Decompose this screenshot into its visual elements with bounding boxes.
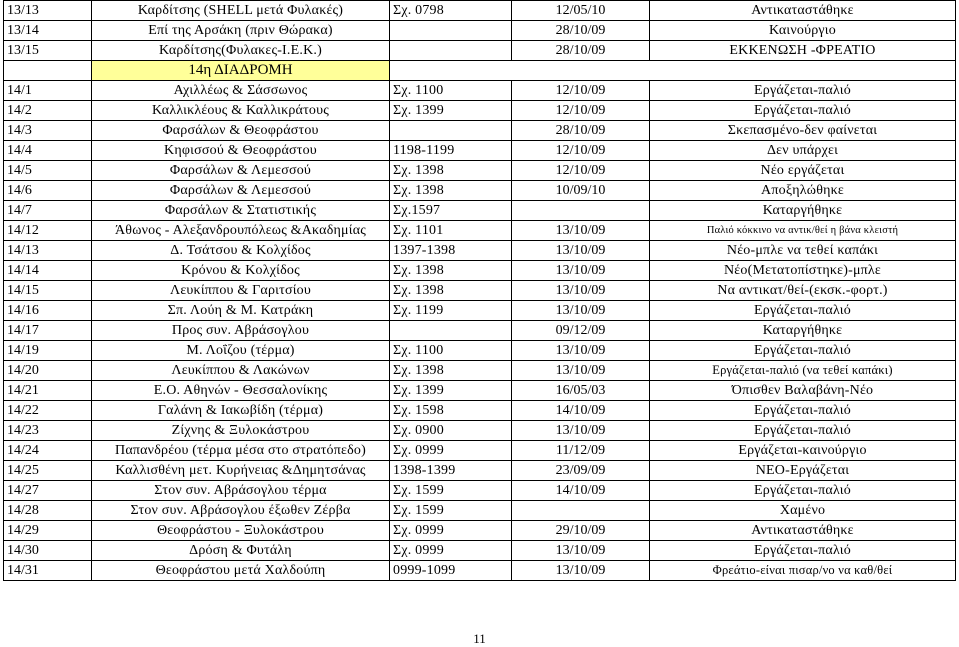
cell-ref: Σχ. 0798 xyxy=(390,1,512,21)
cell-status: Όπισθεν Βαλαβάνη-Νέο xyxy=(650,381,956,401)
cell-status: Παλιό κόκκινο να αντικ/θεί η βάνα κλειστή xyxy=(650,221,956,241)
cell-location: Θεοφράστου - Ξυλοκάστρου xyxy=(92,521,390,541)
section-header xyxy=(4,61,956,81)
cell-status: Καταργήθηκε xyxy=(650,321,956,341)
cell-location: Φαρσάλων & Θεοφράστου xyxy=(92,121,390,141)
cell-location: Φαρσάλων & Λεμεσσού xyxy=(92,161,390,181)
cell-ref xyxy=(390,121,512,141)
cell-code: 14/28 xyxy=(4,501,92,521)
cell-code: 14/30 xyxy=(4,541,92,561)
section-title: 14η ΔΙΑΔΡΟΜΗ xyxy=(92,61,390,81)
cell-ref: Σχ. 1199 xyxy=(390,301,512,321)
cell-date: 14/10/09 xyxy=(512,481,650,501)
cell-ref: Σχ. 1398 xyxy=(390,161,512,181)
cell-ref: Σχ. 1398 xyxy=(390,181,512,201)
cell-date: 10/09/10 xyxy=(512,181,650,201)
table-row xyxy=(4,461,956,481)
cell-code: 14/20 xyxy=(4,361,92,381)
cell-status: Φρεάτιο-είναι πισαρ/νο να καθ/θεί xyxy=(650,561,956,581)
section-spacer xyxy=(4,61,92,81)
table-row xyxy=(4,161,956,181)
cell-ref: 1398-1399 xyxy=(390,461,512,481)
cell-date: 16/05/03 xyxy=(512,381,650,401)
section-row xyxy=(4,61,956,81)
table-row xyxy=(4,521,956,541)
cell-status: Εργάζεται-καινούργιο xyxy=(650,441,956,461)
cell-ref: Σχ. 1598 xyxy=(390,401,512,421)
cell-date: 28/10/09 xyxy=(512,121,650,141)
table-row xyxy=(4,1,956,21)
cell-status: Εργάζεται-παλιό xyxy=(650,401,956,421)
cell-code: 14/24 xyxy=(4,441,92,461)
table-row xyxy=(4,181,956,201)
cell-status: Χαμένο xyxy=(650,501,956,521)
cell-date: 09/12/09 xyxy=(512,321,650,341)
table-row xyxy=(4,281,956,301)
cell-status: Αποξηλώθηκε xyxy=(650,181,956,201)
cell-code: 14/1 xyxy=(4,81,92,101)
cell-location: Μ. Λοΐζου (τέρμα) xyxy=(92,341,390,361)
data-sheet xyxy=(3,0,955,581)
cell-code: 14/21 xyxy=(4,381,92,401)
cell-date: 29/10/09 xyxy=(512,521,650,541)
cell-code: 14/25 xyxy=(4,461,92,481)
cell-ref: Σχ. 0999 xyxy=(390,441,512,461)
cell-ref: Σχ. 0999 xyxy=(390,541,512,561)
table-body-main xyxy=(4,81,956,581)
cell-status: Εργάζεται-παλιό xyxy=(650,301,956,321)
cell-code: 14/16 xyxy=(4,301,92,321)
table-row xyxy=(4,481,956,501)
table-row xyxy=(4,101,956,121)
cell-code: 14/23 xyxy=(4,421,92,441)
table-row xyxy=(4,501,956,521)
table-row xyxy=(4,41,956,61)
cell-location: Επί της Αρσάκη (πριν Θώρακα) xyxy=(92,21,390,41)
cell-status: Αντικαταστάθηκε xyxy=(650,1,956,21)
cell-date: 13/10/09 xyxy=(512,301,650,321)
cell-code: 14/19 xyxy=(4,341,92,361)
cell-date: 28/10/09 xyxy=(512,21,650,41)
table-row xyxy=(4,381,956,401)
cell-ref xyxy=(390,41,512,61)
cell-code: 14/5 xyxy=(4,161,92,181)
section-filler xyxy=(390,61,956,81)
cell-location: Άθωνος - Αλεξανδρουπόλεως &Ακαδημίας xyxy=(92,221,390,241)
cell-location: Λευκίππου & Λακώνων xyxy=(92,361,390,381)
table-row xyxy=(4,341,956,361)
cell-status: Εργάζεται-παλιό xyxy=(650,481,956,501)
cell-ref: Σχ. 1398 xyxy=(390,261,512,281)
table-row xyxy=(4,221,956,241)
cell-code: 14/14 xyxy=(4,261,92,281)
cell-code: 14/2 xyxy=(4,101,92,121)
cell-location: Θεοφράστου μετά Χαλδούπη xyxy=(92,561,390,581)
cell-location: Σπ. Λούη & Μ. Κατράκη xyxy=(92,301,390,321)
cell-status: Εργάζεται-παλιό (να τεθεί καπάκι) xyxy=(650,361,956,381)
cell-code: 13/13 xyxy=(4,1,92,21)
cell-location: Στον συν. Αβράσογλου τέρμα xyxy=(92,481,390,501)
cell-date: 12/10/09 xyxy=(512,141,650,161)
hydrant-table xyxy=(3,0,956,581)
cell-status: Εργάζεται-παλιό xyxy=(650,341,956,361)
cell-ref: 1198-1199 xyxy=(390,141,512,161)
cell-code: 14/29 xyxy=(4,521,92,541)
cell-date xyxy=(512,501,650,521)
cell-location: Κρόνου & Κολχίδος xyxy=(92,261,390,281)
cell-code: 13/14 xyxy=(4,21,92,41)
table-body-top xyxy=(4,1,956,61)
cell-date: 12/10/09 xyxy=(512,161,650,181)
table-row xyxy=(4,241,956,261)
cell-ref: Σχ. 1101 xyxy=(390,221,512,241)
cell-ref: Σχ. 0900 xyxy=(390,421,512,441)
cell-location: Κηφισσού & Θεοφράστου xyxy=(92,141,390,161)
cell-status: Εργάζεται-παλιό xyxy=(650,421,956,441)
table-row xyxy=(4,261,956,281)
cell-date: 12/05/10 xyxy=(512,1,650,21)
cell-date: 13/10/09 xyxy=(512,541,650,561)
cell-date: 13/10/09 xyxy=(512,361,650,381)
table-row xyxy=(4,301,956,321)
table-row xyxy=(4,541,956,561)
cell-location: Λευκίππου & Γαριτσίου xyxy=(92,281,390,301)
cell-status: ΕΚΚΕΝΩΣΗ -ΦΡΕΑΤΙΟ xyxy=(650,41,956,61)
cell-location: Φαρσάλων & Στατιστικής xyxy=(92,201,390,221)
cell-location: Δρόση & Φυτάλη xyxy=(92,541,390,561)
cell-location: Φαρσάλων & Λεμεσσού xyxy=(92,181,390,201)
cell-code: 14/3 xyxy=(4,121,92,141)
page-number: 11 xyxy=(473,631,486,646)
cell-location: Καρδίτσης(Φυλακες-Ι.Ε.Κ.) xyxy=(92,41,390,61)
table-row xyxy=(4,21,956,41)
cell-date: 23/09/09 xyxy=(512,461,650,481)
cell-date: 13/10/09 xyxy=(512,261,650,281)
cell-date: 13/10/09 xyxy=(512,341,650,361)
cell-location: Προς συν. Αβράσογλου xyxy=(92,321,390,341)
cell-status: Σκεπασμένο-δεν φαίνεται xyxy=(650,121,956,141)
cell-location: Γαλάνη & Ιακωβίδη (τέρμα) xyxy=(92,401,390,421)
table-row xyxy=(4,401,956,421)
cell-status: Εργάζεται-παλιό xyxy=(650,541,956,561)
cell-code: 14/31 xyxy=(4,561,92,581)
cell-code: 14/17 xyxy=(4,321,92,341)
cell-date: 12/10/09 xyxy=(512,81,650,101)
cell-ref xyxy=(390,21,512,41)
cell-ref: Σχ. 1399 xyxy=(390,381,512,401)
cell-code: 14/12 xyxy=(4,221,92,241)
cell-ref: Σχ. 1599 xyxy=(390,481,512,501)
table-row xyxy=(4,321,956,341)
table-row xyxy=(4,81,956,101)
cell-date: 28/10/09 xyxy=(512,41,650,61)
cell-ref: Σχ. 1100 xyxy=(390,341,512,361)
cell-status: ΝΕΟ-Εργάζεται xyxy=(650,461,956,481)
cell-ref: Σχ. 1398 xyxy=(390,361,512,381)
table-row xyxy=(4,441,956,461)
table-row xyxy=(4,141,956,161)
cell-code: 14/6 xyxy=(4,181,92,201)
cell-ref: Σχ. 1399 xyxy=(390,101,512,121)
cell-date xyxy=(512,201,650,221)
cell-ref: Σχ. 1100 xyxy=(390,81,512,101)
table-row xyxy=(4,361,956,381)
cell-location: Παπανδρέου (τέρμα μέσα στο στρατόπεδο) xyxy=(92,441,390,461)
cell-location: Αχιλλέως & Σάσσωνος xyxy=(92,81,390,101)
cell-date: 12/10/09 xyxy=(512,101,650,121)
cell-location: Ζίχνης & Ξυλοκάστρου xyxy=(92,421,390,441)
cell-ref: Σχ. 1599 xyxy=(390,501,512,521)
cell-status: Να αντικατ/θεί-(εκσκ.-φορτ.) xyxy=(650,281,956,301)
cell-status: Νέο(Μετατοπίστηκε)-μπλε xyxy=(650,261,956,281)
cell-code: 14/15 xyxy=(4,281,92,301)
cell-status: Καινούργιο xyxy=(650,21,956,41)
cell-location: Καλλισθένη μετ. Κυρήνειας &Δημητσάνας xyxy=(92,461,390,481)
cell-ref: 0999-1099 xyxy=(390,561,512,581)
table-row xyxy=(4,201,956,221)
cell-status: Νέο εργάζεται xyxy=(650,161,956,181)
cell-ref: Σχ.1597 xyxy=(390,201,512,221)
cell-date: 13/10/09 xyxy=(512,561,650,581)
table-row xyxy=(4,561,956,581)
cell-location: Καρδίτσης (SHELL μετά Φυλακές) xyxy=(92,1,390,21)
cell-status: Καταργήθηκε xyxy=(650,201,956,221)
cell-date: 11/12/09 xyxy=(512,441,650,461)
cell-ref xyxy=(390,321,512,341)
cell-status: Εργάζεται-παλιό xyxy=(650,81,956,101)
cell-ref: Σχ. 0999 xyxy=(390,521,512,541)
cell-date: 14/10/09 xyxy=(512,401,650,421)
cell-date: 13/10/09 xyxy=(512,421,650,441)
cell-status: Νέο-μπλε να τεθεί καπάκι xyxy=(650,241,956,261)
cell-ref: Σχ. 1398 xyxy=(390,281,512,301)
cell-status: Δεν υπάρχει xyxy=(650,141,956,161)
cell-date: 13/10/09 xyxy=(512,241,650,261)
cell-location: Ε.Ο. Αθηνών - Θεσσαλονίκης xyxy=(92,381,390,401)
cell-ref: 1397-1398 xyxy=(390,241,512,261)
cell-status: Αντικαταστάθηκε xyxy=(650,521,956,541)
cell-location: Στον συν. Αβράσογλου έξωθεν Ζέρβα xyxy=(92,501,390,521)
cell-code: 14/22 xyxy=(4,401,92,421)
cell-code: 14/7 xyxy=(4,201,92,221)
cell-code: 14/13 xyxy=(4,241,92,261)
table-row xyxy=(4,121,956,141)
cell-location: Καλλικλέους & Καλλικράτους xyxy=(92,101,390,121)
cell-code: 13/15 xyxy=(4,41,92,61)
cell-code: 14/27 xyxy=(4,481,92,501)
cell-date: 13/10/09 xyxy=(512,221,650,241)
cell-code: 14/4 xyxy=(4,141,92,161)
cell-date: 13/10/09 xyxy=(512,281,650,301)
cell-location: Δ. Τσάτσου & Κολχίδος xyxy=(92,241,390,261)
cell-status: Εργάζεται-παλιό xyxy=(650,101,956,121)
table-row xyxy=(4,421,956,441)
